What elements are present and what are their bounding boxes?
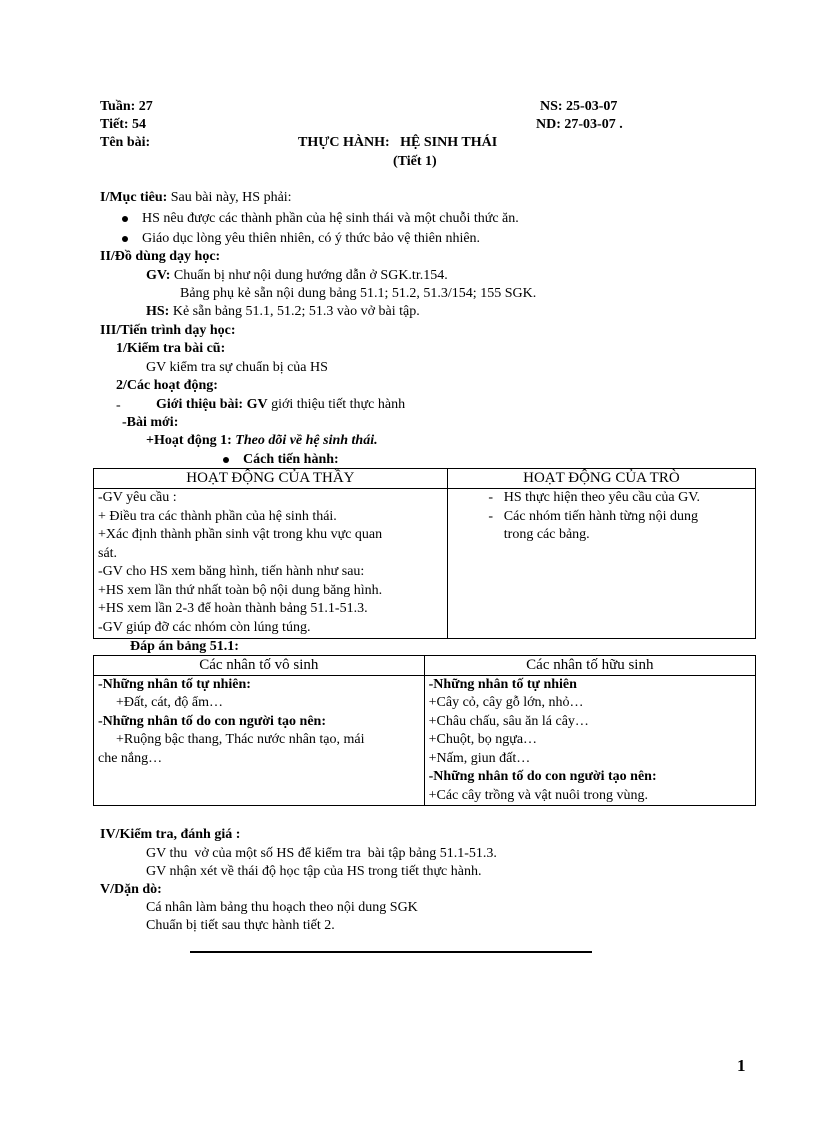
bullet-icon [122, 236, 128, 242]
teacher-line: + Điều tra các thành phần của hệ sinh thái. [98, 508, 337, 524]
process-heading: III/Tiến trình dạy học: [100, 323, 236, 338]
student-column-header: HOẠT ĐỘNG CỦA TRÒ [447, 469, 755, 489]
nd-date: ND: 27-03-07 . [536, 117, 623, 132]
biotic-item: +Châu chấu, sâu ăn lá cây… [428, 713, 589, 729]
objective-item: HS nêu được các thành phần của hệ sinh thái và một chuỗi thức ăn. [122, 210, 519, 228]
student-activities-cell [447, 489, 755, 639]
materials-gv: GV: Chuẩn bị như nội dung hướng dẫn ở SGK.tr.154. [146, 268, 448, 283]
teacher-line: sát. [98, 545, 118, 561]
objectives-heading: I/Mục tiêu: [100, 190, 168, 205]
end-divider [190, 951, 592, 953]
method-item: Cách tiến hành: [223, 451, 339, 469]
activity1-line: +Hoạt động 1: Theo dõi về hệ sinh thái. [146, 433, 378, 448]
assessment-line: GV nhận xét về thái độ học tập của HS trong tiết thực hành. [146, 864, 482, 879]
biotic-item: +Nấm, giun đất… [428, 750, 531, 766]
homework-line: Chuẩn bị tiết sau thực hành tiết 2. [146, 918, 335, 933]
page-number: 1 [737, 1056, 746, 1075]
teacher-column-header: HOẠT ĐỘNG CỦA THẦY [94, 469, 448, 489]
abiotic-column-header: Các nhân tố vô sinh [94, 656, 425, 676]
biotic-column-header: Các nhân tố hữu sinh [424, 656, 755, 676]
biotic-item: +Cây cỏ, cây gỗ lớn, nhỏ… [428, 695, 584, 710]
student-item: - HS thực hiện theo yêu cầu của GV. [488, 490, 701, 505]
abiotic-human-item-cont: che nắng… [98, 750, 163, 766]
abiotic-human-item: +Ruộng bậc thang, Thác nước nhân tạo, mái [116, 732, 365, 747]
teacher-line: -GV giúp đỡ các nhóm còn lúng túng. [98, 619, 311, 635]
answer-table-caption: Đáp án bảng 51.1: [130, 639, 239, 654]
homework-heading: V/Dặn dò: [100, 882, 162, 897]
teacher-line: -GV yêu cầu : [98, 490, 177, 505]
new-lesson-label: -Bài mới: [122, 415, 179, 430]
biotic-cell [424, 675, 755, 806]
objective-item: Giáo dục lòng yêu thiên nhiên, có ý thức bảo vệ thiên nhiên. [122, 230, 480, 248]
abiotic-natural-item: +Đất, cát, độ ẩm… [116, 695, 224, 710]
bullet-icon [223, 457, 229, 463]
teacher-activities-cell [94, 489, 448, 639]
teacher-line: +HS xem lần thứ nhất toàn bộ nội dung băng hình. [98, 582, 383, 598]
materials-gv-board: Bảng phụ kẻ sẵn nội dung bảng 51.1; 51.2, 51.3/154; 155 SGK. [180, 286, 537, 301]
activity-table [93, 468, 756, 639]
teacher-line: +Xác định thành phần sinh vật trong khu vực quan [98, 527, 383, 542]
abiotic-natural-heading: -Những nhân tố tự nhiên: [98, 676, 251, 692]
biotic-natural-heading: -Những nhân tố tự nhiên [428, 676, 577, 692]
old-lesson-check-text: GV kiểm tra sự chuẩn bị của HS [146, 360, 328, 375]
intro-line: Giới thiệu bài: GV giới thiệu tiết thực hành [156, 397, 406, 412]
teacher-line: +HS xem lần 2-3 để hoàn thành bảng 51.1-51.3. [98, 601, 368, 616]
abiotic-human-heading: -Những nhân tố do con người tạo nên: [98, 713, 326, 729]
student-item: - Các nhóm tiến hành từng nội dung trong các bảng. [488, 508, 698, 542]
biotic-item: +Các cây trồng và vật nuôi trong vùng. [428, 787, 649, 803]
assessment-heading: IV/Kiểm tra, đánh giá : [100, 827, 241, 842]
old-lesson-check-heading: 1/Kiểm tra bài cũ: [116, 341, 226, 356]
teacher-line: -GV cho HS xem băng hình, tiến hành như sau: [98, 564, 365, 579]
lesson-number: Tiết: 54 [100, 117, 147, 132]
homework-line: Cá nhân làm bảng thu hoạch theo nội dung SGK [146, 900, 418, 915]
abiotic-cell [94, 675, 425, 806]
page-title: THỰC HÀNH: HỆ SINH THÁI [298, 135, 498, 150]
answer-table [93, 655, 756, 806]
ns-date: NS: 25-03-07 [540, 99, 618, 114]
objectives-section [100, 189, 292, 207]
assessment-line: GV thu vở của một số HS để kiểm tra bài tập bảng 51.1-51.3. [146, 846, 497, 861]
objectives-intro: Sau bài này, HS phải: [167, 190, 292, 205]
materials-heading: II/Đồ dùng dạy học: [100, 249, 221, 264]
materials-hs: HS: Kẻ sẵn bảng 51.1, 51.2; 51.3 vào vở bài tập. [146, 304, 420, 319]
biotic-item: +Chuột, bọ ngựa… [428, 732, 538, 747]
activities-heading: 2/Các hoạt động: [116, 378, 218, 393]
week-label: Tuần: 27 [100, 99, 153, 114]
lesson-name-label: Tên bài: [100, 135, 151, 150]
biotic-human-heading: -Những nhân tố do con người tạo nên: [428, 769, 657, 784]
bullet-icon [122, 216, 128, 222]
intro-dash: - [116, 398, 121, 413]
page-subtitle: (Tiết 1) [393, 154, 437, 169]
